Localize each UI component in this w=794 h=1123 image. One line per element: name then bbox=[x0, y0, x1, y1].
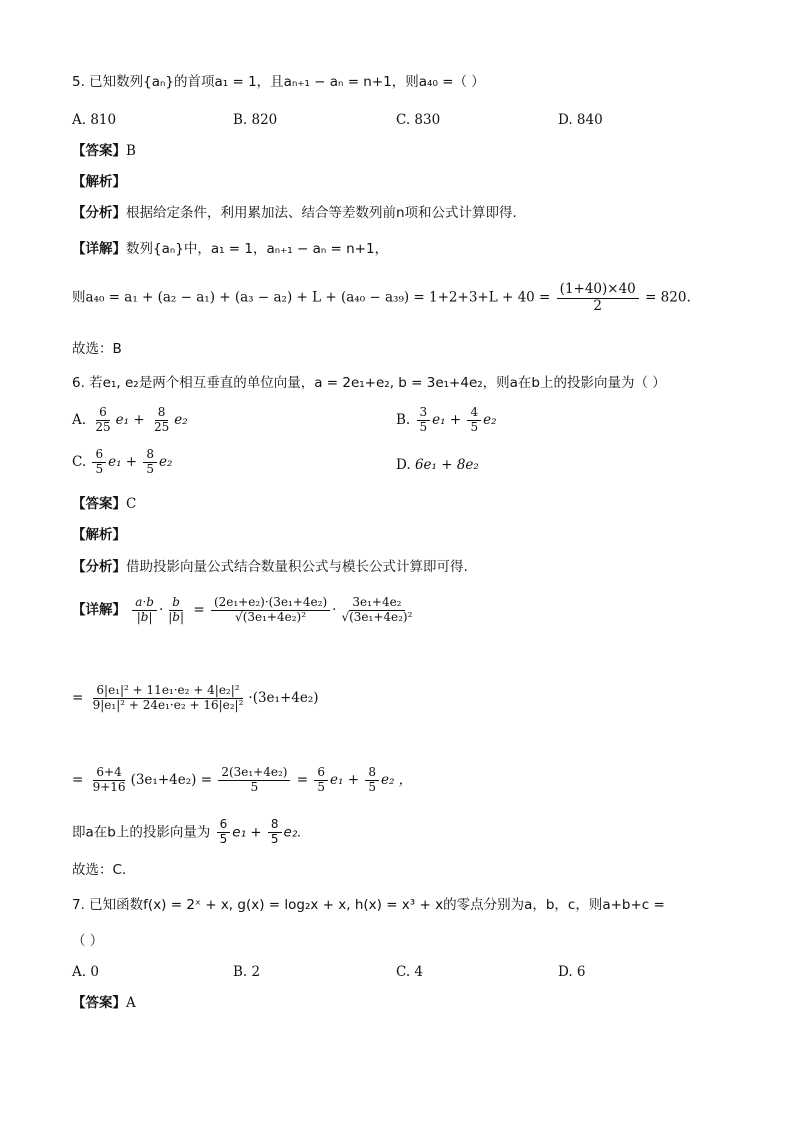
q6-step4-v2: e₂. bbox=[283, 824, 302, 841]
frac-num: 6 bbox=[217, 818, 231, 833]
q6-step3-frac4 bbox=[365, 766, 379, 795]
xiangjie-tag: 【详解】 bbox=[72, 601, 126, 618]
frac-den: 5 bbox=[146, 461, 155, 476]
q6-option-a-label: A. bbox=[72, 411, 87, 428]
q6-step4-frac2 bbox=[268, 818, 282, 847]
q6-option-a-v1: e₁ + bbox=[115, 411, 145, 428]
q5-option-d: D. 840 bbox=[558, 112, 603, 128]
q6-step2-post: ·(3e₁+4e₂) bbox=[248, 689, 319, 706]
q6-step4 bbox=[72, 818, 302, 847]
frac-num: 6|e₁|² + 11e₁·e₂ + 4|e₂|² bbox=[93, 684, 242, 699]
equals-sign: = bbox=[72, 689, 88, 706]
q5-option-b: B. 820 bbox=[233, 112, 278, 128]
q6-option-c-v1: e₁ + bbox=[108, 453, 138, 470]
q5-fenxi: 根据给定条件，利用累加法、结合等差数列前n项和公式计算即得. bbox=[126, 205, 517, 221]
frac-den: 25 bbox=[153, 419, 170, 434]
q6-option-d bbox=[396, 456, 479, 474]
q6-option-a-frac2 bbox=[151, 406, 172, 435]
q6-option-a-frac1 bbox=[92, 406, 113, 435]
q6-answer: C bbox=[126, 496, 137, 512]
q6-option-b-label: B. bbox=[396, 411, 411, 428]
q6-option-b-frac2 bbox=[467, 406, 481, 435]
q6-option-d-label: D. bbox=[396, 457, 411, 473]
q7-stem-paren: （ ） bbox=[72, 933, 104, 949]
frac-den: 5 bbox=[270, 831, 279, 846]
frac-num: 3 bbox=[417, 406, 431, 421]
q5-stem: 5. 已知数列{aₙ}的首项a₁ = 1，且aₙ₊₁ − aₙ = n+1，则a₄₀ =（ ） bbox=[72, 74, 485, 90]
q5-option-c: C. 830 bbox=[396, 112, 441, 128]
frac-num: 8 bbox=[365, 766, 379, 781]
frac-den: 5 bbox=[317, 779, 326, 794]
q5-equation bbox=[72, 282, 691, 314]
q6-option-d-text: 6e₁ + 8e₂ bbox=[414, 457, 479, 473]
frac-num: (2e₁+e₂)·(3e₁+4e₂) bbox=[211, 596, 330, 611]
q6-option-a bbox=[72, 406, 188, 435]
q7-option-a: A. 0 bbox=[72, 964, 99, 980]
q7-option-b: B. 2 bbox=[233, 964, 261, 980]
q5-eq-fraction bbox=[557, 282, 639, 314]
q6-option-c bbox=[72, 448, 172, 477]
xiangjie-tag: 【详解】 bbox=[72, 241, 126, 257]
frac-den: |b| bbox=[168, 609, 185, 624]
frac-den: 9+16 bbox=[92, 779, 126, 794]
frac-den: |b| bbox=[136, 609, 153, 624]
frac-num: b bbox=[169, 596, 183, 611]
fenxi-tag: 【分析】 bbox=[72, 559, 126, 575]
q6-analysis-tag: 【解析】 bbox=[72, 527, 126, 543]
q5-option-a: A. 810 bbox=[72, 112, 117, 128]
frac-den: 5 bbox=[368, 779, 376, 794]
q6-step1-frac3 bbox=[211, 596, 330, 625]
answer-tag: 【答案】 bbox=[72, 143, 126, 159]
q6-conclusion: 故选：C. bbox=[72, 862, 127, 878]
q6-option-c-label: C. bbox=[72, 453, 87, 470]
q5-answer: B bbox=[126, 143, 136, 159]
q6-answer-line bbox=[72, 495, 136, 513]
q6-step4-frac1 bbox=[217, 818, 231, 847]
frac-num: 8 bbox=[268, 818, 282, 833]
frac-den: 5 bbox=[95, 461, 104, 476]
answer-tag: 【答案】 bbox=[72, 496, 126, 512]
q5-eq-frac-num: (1+40)×40 bbox=[557, 282, 639, 299]
q6-step1-frac2 bbox=[165, 596, 187, 625]
q6-step3-frac3 bbox=[314, 766, 328, 795]
q6-fenxi-line bbox=[72, 558, 468, 576]
frac-num: 6 bbox=[96, 406, 110, 421]
frac-den: √(3e₁+4e₂)² bbox=[235, 609, 307, 624]
q6-step3-v1: e₁ + bbox=[330, 771, 364, 788]
q6-step2 bbox=[72, 684, 319, 713]
equals-sign: = bbox=[189, 601, 209, 618]
q6-option-b-v1: e₁ + bbox=[432, 411, 462, 428]
fenxi-tag: 【分析】 bbox=[72, 205, 126, 221]
q5-analysis-tag: 【解析】 bbox=[72, 174, 126, 190]
q5-xiangjie-line bbox=[72, 240, 388, 258]
q6-step3 bbox=[72, 766, 412, 795]
frac-den: 25 bbox=[95, 419, 111, 434]
q6-step1-frac4 bbox=[338, 596, 415, 625]
q5-eq-frac-den: 2 bbox=[593, 297, 603, 314]
q6-step1-frac1 bbox=[132, 596, 157, 625]
frac-num: 8 bbox=[143, 448, 157, 463]
q7-option-c: C. 4 bbox=[396, 964, 424, 980]
q6-step2-frac bbox=[90, 684, 247, 713]
q6-step4-pre: 即a在b上的投影向量为 bbox=[72, 824, 211, 841]
frac-num: 8 bbox=[155, 406, 169, 421]
frac-den: 9|e₁|² + 24e₁·e₂ + 16|e₂|² bbox=[92, 697, 244, 712]
frac-num: 4 bbox=[467, 406, 481, 421]
q6-step3-frac2 bbox=[218, 766, 290, 795]
q6-step3-frac1 bbox=[90, 766, 129, 795]
q6-option-b-v2: e₂ bbox=[483, 411, 497, 428]
q5-conclusion: 故选：B bbox=[72, 341, 122, 357]
q5-eq-lhs: 则a₄₀ = a₁ + (a₂ − a₁) + (a₃ − a₂) + L + (a₄₀ − a₃₉) = 1+2+3+L + 40 = bbox=[72, 289, 555, 306]
q6-step4-v1: e₁ + bbox=[232, 824, 266, 841]
q6-option-c-v2: e₂ bbox=[159, 453, 173, 470]
q6-fenxi: 借助投影向量公式结合数量积公式与模长公式计算即可得. bbox=[126, 559, 468, 575]
frac-num: 6 bbox=[314, 766, 328, 781]
frac-den: 5 bbox=[470, 419, 479, 434]
q6-option-c-frac2 bbox=[143, 448, 157, 477]
q6-option-c-frac1 bbox=[92, 448, 106, 477]
q6-step1: 【详解】 $\frac{a\cdot b}{|b|}$ · $\frac{b}{|b|}$ = $\frac{\text{(2e₁+e₂)·(3e₁+4e₂)}}{\text{√(3e₁+4e₂)²}}$ · $\frac{\text{3e₁+4e₂}}{\text{√(3e₁+4e₂)²}}$ bbox=[72, 596, 417, 625]
q6-option-b bbox=[396, 406, 497, 435]
frac-num: a·b bbox=[132, 596, 157, 611]
q7-stem: 7. 已知函数f(x) = 2ˣ + x, g(x) = log₂x + x, h(x) = x³ + x的零点分别为a，b，c，则a+b+c = bbox=[72, 897, 665, 913]
q5-fenxi-line bbox=[72, 204, 517, 222]
q6-option-b-frac1 bbox=[417, 406, 431, 435]
q6-step3-mid: (3e₁+4e₂) = bbox=[130, 771, 217, 788]
q6-option-a-v2: e₂ bbox=[174, 411, 188, 428]
frac-den: √(3e₁+4e₂)² bbox=[341, 609, 413, 624]
answer-tag: 【答案】 bbox=[72, 995, 126, 1011]
q5-eq-rhs: = 820. bbox=[640, 289, 691, 306]
frac-den: 5 bbox=[219, 831, 228, 846]
q7-option-d: D. 6 bbox=[558, 964, 586, 980]
frac-num: 2(3e₁+4e₂) bbox=[218, 766, 290, 781]
frac-den: 5 bbox=[250, 779, 259, 794]
equals-sign: = bbox=[72, 771, 88, 788]
frac-num: 6 bbox=[92, 448, 106, 463]
q5-xiangjie: 数列{aₙ}中，a₁ = 1，aₙ₊₁ − aₙ = n+1， bbox=[126, 241, 389, 257]
frac-num: 6+4 bbox=[93, 766, 124, 781]
q7-answer: A bbox=[126, 995, 136, 1011]
q7-answer-line bbox=[72, 994, 136, 1012]
frac-num: 3e₁+4e₂ bbox=[349, 596, 404, 611]
equals-sign: = bbox=[292, 771, 313, 788]
q5-answer-line bbox=[72, 142, 136, 160]
q6-step3-v2: e₂ ， bbox=[380, 771, 413, 788]
q6-stem: 6. 若e₁, e₂是两个相互垂直的单位向量，a = 2e₁+e₂, b = 3e₁+4e₂，则a在b上的投影向量为（ ） bbox=[72, 375, 666, 391]
frac-den: 5 bbox=[419, 419, 428, 434]
